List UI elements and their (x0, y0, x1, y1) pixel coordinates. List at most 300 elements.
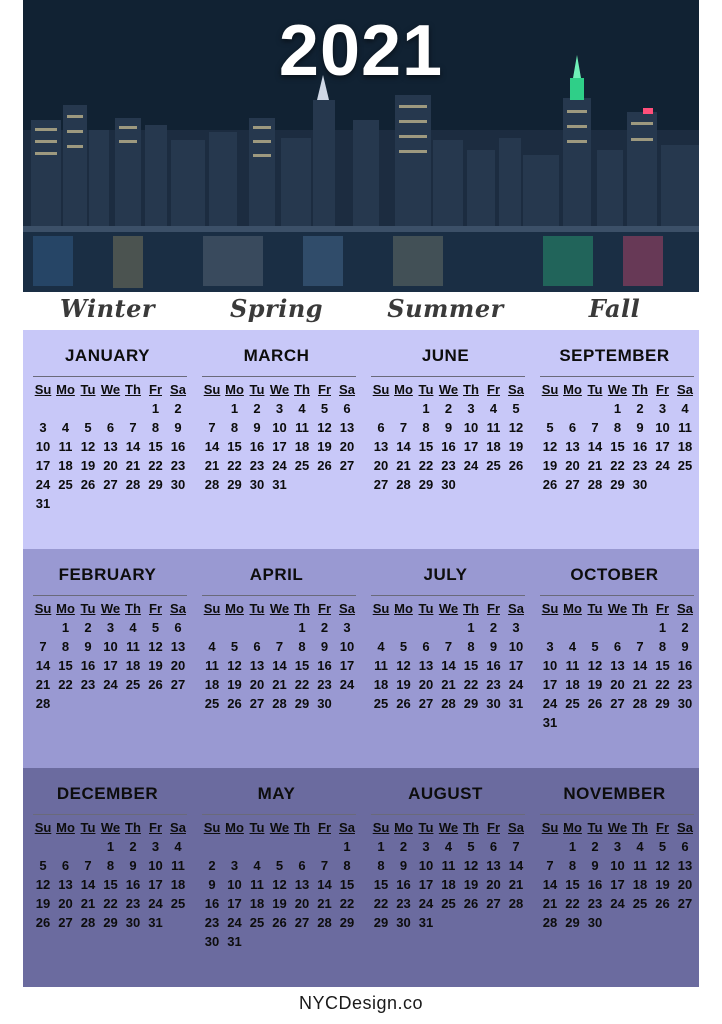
day-cell: 13 (373, 439, 389, 454)
day-cell: 26 (542, 477, 558, 492)
weekday-label: We (100, 601, 121, 616)
day-cell: 4 (298, 401, 306, 416)
month-title: SEPTEMBER (559, 346, 670, 365)
day-cell: 4 (681, 401, 689, 416)
day-cell: 30 (125, 915, 141, 930)
weekday-label: We (269, 601, 290, 616)
day-cell: 21 (587, 458, 603, 473)
day-cell: 27 (373, 477, 389, 492)
day-cell: 13 (610, 658, 625, 673)
weekday-label: Sa (508, 601, 524, 616)
day-cell: 12 (227, 658, 242, 673)
day-cell: 5 (39, 858, 47, 873)
day-cell: 23 (632, 458, 648, 473)
weekday-label: Su (372, 820, 390, 835)
day-cell: 2 (253, 401, 261, 416)
day-cell: 8 (230, 420, 239, 435)
day-cell: 24 (227, 915, 242, 930)
weekday-label: Tu (80, 820, 96, 835)
day-cell: 15 (418, 439, 434, 454)
day-cell: 8 (151, 420, 160, 435)
weekday-label: Fr (318, 382, 331, 397)
day-cell: 25 (170, 896, 186, 911)
day-cell: 12 (35, 877, 51, 892)
day-cell: 17 (655, 439, 670, 454)
day-cell: 12 (148, 639, 163, 654)
day-cell: 28 (317, 915, 332, 930)
day-cell: 12 (317, 420, 332, 435)
day-cell: 11 (58, 439, 73, 454)
weekday-label: Mo (225, 382, 244, 397)
day-cell: 12 (542, 439, 558, 454)
day-cell: 29 (373, 915, 389, 930)
day-cell: 11 (205, 658, 219, 673)
day-cell: 26 (655, 896, 670, 911)
day-cell: 22 (463, 677, 479, 692)
day-cell: 31 (227, 934, 242, 949)
weekday-label: Sa (339, 820, 355, 835)
day-cell: 30 (396, 915, 411, 930)
day-cell: 19 (80, 458, 96, 473)
day-cell: 24 (418, 896, 434, 911)
day-cell: 11 (171, 858, 185, 873)
month-february (23, 549, 192, 768)
day-cell: 14 (396, 439, 411, 454)
day-cell: 7 (39, 639, 47, 654)
day-cell: 2 (208, 858, 216, 873)
month-title: JULY (423, 565, 468, 584)
day-cell: 13 (294, 877, 310, 892)
weekday-label: Fr (487, 820, 500, 835)
day-cell: 5 (467, 839, 475, 854)
day-cell: 20 (58, 896, 73, 911)
day-cell: 30 (486, 696, 501, 711)
weekday-label: Mo (563, 382, 582, 397)
day-cell: 7 (444, 639, 453, 654)
day-cell: 8 (658, 639, 667, 654)
day-cell: 1 (298, 620, 306, 635)
day-cell: 28 (396, 477, 411, 492)
day-cell: 24 (508, 677, 524, 692)
day-cell: 23 (587, 896, 603, 911)
day-cell: 20 (677, 877, 693, 892)
weekday-label: Su (203, 601, 221, 616)
day-cell: 22 (418, 458, 434, 473)
weekday-label: We (607, 601, 628, 616)
day-cell: 27 (486, 896, 501, 911)
day-cell: 25 (632, 896, 648, 911)
weekday-label: Th (632, 601, 648, 616)
day-cell: 25 (373, 696, 389, 711)
day-cell: 18 (486, 439, 501, 454)
month-divider (540, 376, 694, 377)
day-cell: 29 (227, 477, 242, 492)
weekday-label: Tu (418, 382, 434, 397)
day-cell: 29 (565, 915, 580, 930)
day-cell: 16 (632, 439, 648, 454)
weekday-label: Su (203, 820, 221, 835)
day-cell: 10 (463, 420, 479, 435)
day-cell: 2 (444, 401, 453, 416)
day-cell: 4 (636, 839, 644, 854)
day-cell: 12 (587, 658, 603, 673)
day-cell: 9 (129, 858, 137, 873)
day-cell: 8 (422, 420, 430, 435)
day-cell: 15 (227, 439, 242, 454)
day-cell: 19 (272, 896, 287, 911)
day-cell: 18 (632, 877, 648, 892)
day-cell: 17 (339, 658, 355, 673)
day-cell: 14 (508, 858, 524, 873)
season-fall: Fall (588, 294, 641, 323)
day-cell: 9 (320, 639, 329, 654)
day-cell: 1 (422, 401, 430, 416)
month-title: MARCH (243, 346, 310, 365)
day-cell: 21 (204, 458, 220, 473)
day-cell: 5 (512, 401, 520, 416)
month-divider (540, 595, 694, 596)
day-cell: 21 (396, 458, 411, 473)
day-cell: 20 (486, 877, 501, 892)
day-cell: 12 (272, 877, 287, 892)
day-cell: 23 (677, 677, 693, 692)
weekday-label: We (438, 382, 459, 397)
day-cell: 16 (249, 439, 265, 454)
day-cell: 17 (35, 458, 51, 473)
day-cell: 25 (294, 458, 310, 473)
day-cell: 19 (317, 439, 332, 454)
day-cell: 20 (418, 677, 434, 692)
day-cell: 24 (35, 477, 51, 492)
weekday-label: Sa (677, 382, 693, 397)
weekday-label: We (438, 601, 459, 616)
day-cell: 27 (565, 477, 580, 492)
day-cell: 10 (508, 639, 524, 654)
calendar-band-1 (23, 330, 699, 549)
day-cell: 26 (148, 677, 163, 692)
day-cell: 27 (610, 696, 625, 711)
weekday-label: We (607, 820, 628, 835)
day-cell: 25 (58, 477, 73, 492)
day-cell: 21 (542, 896, 558, 911)
day-cell: 11 (126, 639, 140, 654)
day-cell: 28 (35, 696, 51, 711)
weekday-label: Sa (677, 601, 693, 616)
day-cell: 28 (272, 696, 287, 711)
day-cell: 27 (249, 696, 265, 711)
day-cell: 15 (463, 658, 479, 673)
day-cell: 6 (298, 858, 306, 873)
day-cell: 21 (632, 677, 648, 692)
weekday-label: Tu (587, 601, 603, 616)
weekday-label: Mo (394, 601, 413, 616)
day-cell: 22 (294, 677, 310, 692)
day-cell: 10 (35, 439, 51, 454)
day-cell: 19 (227, 677, 242, 692)
day-cell: 1 (343, 839, 351, 854)
day-cell: 17 (103, 658, 118, 673)
day-cell: 5 (151, 620, 160, 635)
weekday-label: Fr (149, 820, 162, 835)
day-cell: 18 (204, 677, 220, 692)
month-title: JUNE (421, 346, 470, 365)
weekday-label: Th (125, 382, 141, 397)
weekday-label: Sa (339, 601, 355, 616)
day-cell: 24 (655, 458, 670, 473)
day-cell: 6 (681, 839, 689, 854)
day-cell: 25 (441, 896, 456, 911)
day-cell: 19 (148, 658, 163, 673)
day-cell: 23 (204, 915, 220, 930)
day-cell: 23 (80, 677, 96, 692)
day-cell: 12 (463, 858, 479, 873)
day-cell: 30 (204, 934, 220, 949)
day-cell: 28 (441, 696, 456, 711)
day-cell: 3 (39, 420, 47, 435)
day-cell: 24 (103, 677, 118, 692)
weekday-label: Tu (249, 820, 265, 835)
day-cell: 1 (377, 839, 385, 854)
site-credit: NYCDesign.co (298, 993, 424, 1013)
day-cell: 30 (632, 477, 648, 492)
day-cell: 29 (148, 477, 163, 492)
day-cell: 4 (253, 858, 261, 873)
day-cell: 2 (681, 620, 689, 635)
day-cell: 11 (678, 420, 692, 435)
day-cell: 13 (103, 439, 118, 454)
day-cell: 9 (636, 420, 644, 435)
weekday-label: Th (125, 820, 141, 835)
day-cell: 28 (80, 915, 96, 930)
day-cell: 8 (106, 858, 115, 873)
weekday-label: Fr (149, 382, 162, 397)
weekday-label: We (607, 382, 628, 397)
day-cell: 7 (636, 639, 644, 654)
day-cell: 5 (399, 639, 408, 654)
day-cell: 26 (508, 458, 524, 473)
weekday-label: Su (203, 382, 221, 397)
month-october (530, 549, 699, 768)
day-cell: 28 (508, 896, 524, 911)
day-cell: 29 (610, 477, 625, 492)
day-cell: 30 (170, 477, 186, 492)
day-cell: 9 (253, 420, 261, 435)
month-title: FEBRUARY (58, 565, 157, 584)
day-cell: 17 (148, 877, 163, 892)
day-cell: 1 (467, 620, 475, 635)
day-cell: 16 (170, 439, 186, 454)
weekday-label: We (269, 382, 290, 397)
header-photo (23, 0, 699, 292)
weekday-label: Fr (318, 601, 331, 616)
day-cell: 16 (486, 658, 501, 673)
day-cell: 16 (125, 877, 141, 892)
weekday-label: Sa (508, 820, 524, 835)
day-cell: 12 (80, 439, 96, 454)
day-cell: 20 (565, 458, 580, 473)
day-cell: 18 (677, 439, 693, 454)
day-cell: 29 (103, 915, 118, 930)
day-cell: 9 (174, 420, 182, 435)
day-cell: 14 (317, 877, 332, 892)
month-title: AUGUST (408, 784, 483, 803)
weekday-label: Fr (487, 382, 500, 397)
month-divider (202, 595, 356, 596)
day-cell: 19 (463, 877, 479, 892)
weekday-label: Fr (656, 382, 669, 397)
day-cell: 17 (418, 877, 434, 892)
day-cell: 11 (441, 858, 456, 873)
day-cell: 27 (58, 915, 73, 930)
month-title: NOVEMBER (563, 784, 666, 803)
day-cell: 9 (489, 639, 498, 654)
day-cell: 23 (125, 896, 141, 911)
day-cell: 18 (373, 677, 389, 692)
weekday-label: Th (125, 601, 141, 616)
day-cell: 24 (542, 696, 558, 711)
month-april (192, 549, 361, 768)
day-cell: 24 (148, 896, 163, 911)
day-cell: 19 (508, 439, 524, 454)
day-cell: 17 (542, 677, 558, 692)
weekday-label: Su (372, 601, 390, 616)
day-cell: 26 (463, 896, 479, 911)
day-cell: 23 (249, 458, 265, 473)
weekday-label: Mo (56, 382, 75, 397)
day-cell: 5 (84, 420, 92, 435)
day-cell: 4 (568, 639, 577, 654)
day-cell: 22 (655, 677, 670, 692)
day-cell: 28 (542, 915, 558, 930)
day-cell: 26 (587, 696, 603, 711)
day-cell: 10 (418, 858, 434, 873)
weekday-label: Sa (339, 382, 355, 397)
day-cell: 24 (272, 458, 287, 473)
day-cell: 30 (317, 696, 332, 711)
day-cell: 12 (508, 420, 524, 435)
month-divider (202, 814, 356, 815)
weekday-label: Su (372, 382, 390, 397)
weekday-label: We (100, 820, 121, 835)
day-cell: 1 (106, 839, 115, 854)
day-cell: 9 (591, 858, 599, 873)
day-cell: 2 (399, 839, 408, 854)
day-cell: 2 (84, 620, 92, 635)
day-cell: 14 (441, 658, 456, 673)
day-cell: 6 (106, 420, 115, 435)
day-cell: 22 (227, 458, 242, 473)
weekday-label: Tu (80, 382, 96, 397)
day-cell: 18 (58, 458, 73, 473)
day-cell: 31 (272, 477, 287, 492)
day-cell: 4 (174, 839, 182, 854)
day-cell: 15 (58, 658, 73, 673)
day-cell: 22 (565, 896, 580, 911)
day-cell: 9 (208, 877, 216, 892)
day-cell: 21 (125, 458, 141, 473)
day-cell: 25 (565, 696, 580, 711)
day-cell: 29 (294, 696, 310, 711)
day-cell: 18 (441, 877, 456, 892)
weekday-label: Fr (149, 601, 162, 616)
day-cell: 19 (542, 458, 558, 473)
day-cell: 9 (681, 639, 689, 654)
day-cell: 13 (339, 420, 355, 435)
day-cell: 29 (339, 915, 355, 930)
month-title: DECEMBER (56, 784, 159, 803)
day-cell: 6 (422, 639, 430, 654)
day-cell: 20 (170, 658, 186, 673)
day-cell: 15 (655, 658, 670, 673)
day-cell: 15 (148, 439, 163, 454)
day-cell: 23 (396, 896, 411, 911)
day-cell: 28 (204, 477, 220, 492)
day-cell: 20 (373, 458, 389, 473)
day-cell: 15 (373, 877, 389, 892)
day-cell: 22 (373, 896, 389, 911)
day-cell: 10 (103, 639, 118, 654)
day-cell: 25 (249, 915, 265, 930)
day-cell: 19 (587, 677, 603, 692)
day-cell: 7 (512, 839, 520, 854)
day-cell: 25 (486, 458, 501, 473)
day-cell: 24 (463, 458, 479, 473)
month-may (192, 768, 361, 987)
day-cell: 14 (632, 658, 648, 673)
month-title: MAY (257, 784, 296, 803)
month-divider (202, 376, 356, 377)
month-divider (371, 814, 525, 815)
month-divider (371, 376, 525, 377)
day-cell: 17 (227, 896, 242, 911)
day-cell: 14 (80, 877, 96, 892)
day-cell: 5 (546, 420, 554, 435)
day-cell: 5 (658, 839, 667, 854)
day-cell: 2 (129, 839, 137, 854)
weekday-label: Tu (418, 601, 434, 616)
day-cell: 26 (80, 477, 96, 492)
day-cell: 16 (677, 658, 693, 673)
day-cell: 17 (463, 439, 479, 454)
day-cell: 5 (275, 858, 284, 873)
weekday-label: Tu (587, 820, 603, 835)
day-cell: 10 (610, 858, 625, 873)
day-cell: 21 (317, 896, 332, 911)
day-cell: 8 (298, 639, 306, 654)
month-divider (33, 814, 187, 815)
day-cell: 23 (441, 458, 456, 473)
day-cell: 11 (633, 858, 647, 873)
day-cell: 3 (422, 839, 430, 854)
day-cell: 7 (546, 858, 554, 873)
day-cell: 1 (658, 620, 667, 635)
month-title: JANUARY (64, 346, 151, 365)
weekday-label: Mo (563, 820, 582, 835)
day-cell: 18 (170, 877, 186, 892)
day-cell: 15 (565, 877, 580, 892)
day-cell: 14 (272, 658, 287, 673)
day-cell: 14 (204, 439, 220, 454)
day-cell: 2 (174, 401, 182, 416)
day-cell: 31 (508, 696, 524, 711)
day-cell: 5 (591, 639, 599, 654)
weekday-label: Fr (656, 601, 669, 616)
weekday-label: Mo (394, 820, 413, 835)
day-cell: 13 (418, 658, 434, 673)
day-cell: 3 (546, 639, 554, 654)
day-cell: 7 (84, 858, 92, 873)
weekday-label: Mo (56, 820, 75, 835)
